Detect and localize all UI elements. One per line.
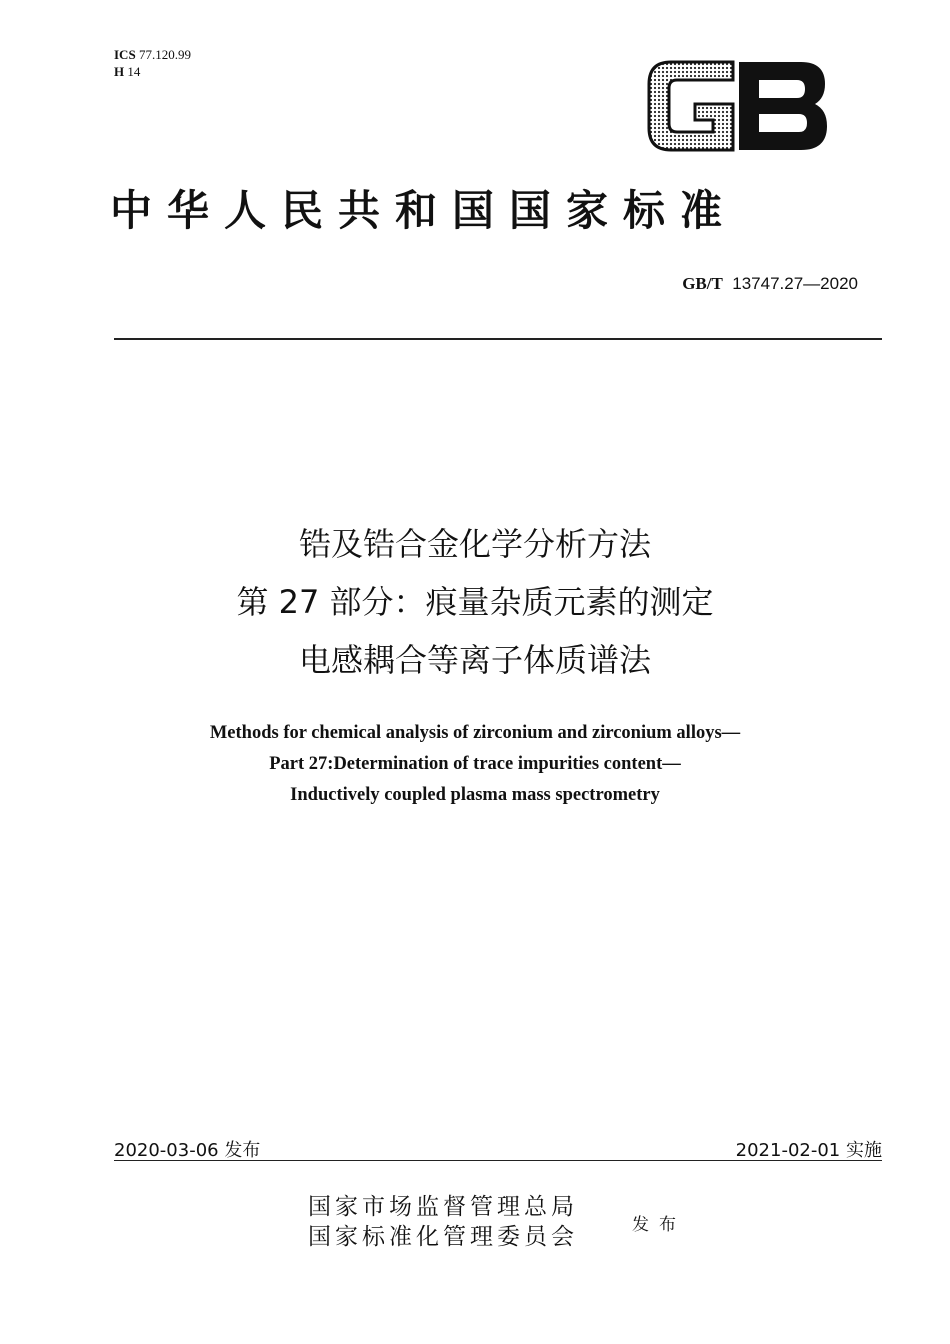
classification-codes	[114, 46, 191, 80]
issue-label: 发布	[632, 1215, 686, 1235]
title-cn-line-2: 第 27 部分：痕量杂质元素的测定	[236, 583, 714, 621]
gb-logo	[643, 58, 833, 154]
standard-number-value: 13747.27—2020	[732, 274, 858, 293]
gb-letter-b	[739, 62, 827, 150]
gb-letter-g	[649, 62, 733, 150]
standard-number	[682, 274, 858, 294]
title-cn-line-3: 电感耦合等离子体质谱法	[298, 641, 651, 679]
ics-label: ICS	[114, 47, 136, 62]
title-en-line-1: Methods for chemical analysis of zirconium and zirconium alloys—	[209, 723, 741, 743]
issuer-samr: 国家市场监督管理总局	[308, 1194, 578, 1220]
title-en-line-2: Part 27:Determination of trace impurities content—	[269, 754, 681, 774]
ccs-label: H	[114, 64, 125, 79]
title-english	[0, 718, 950, 811]
issuer-sac: 国家标准化管理委员会	[308, 1224, 578, 1250]
title-cn-line-1: 锆及锆合金化学分析方法	[298, 525, 651, 563]
title-en-line-3: Inductively coupled plasma mass spectrometry	[290, 785, 660, 805]
ics-line	[114, 46, 191, 63]
ics-code: 77.120.99	[138, 47, 191, 62]
ccs-line	[114, 63, 191, 80]
implementation-date: 2021-02-01 实施	[735, 1140, 882, 1161]
ccs-code: 14	[127, 64, 141, 79]
standard-number-prefix: GB/T	[682, 274, 723, 293]
footer-divider	[114, 1160, 882, 1161]
title-chinese	[0, 519, 950, 685]
national-standard-heading: 中华人民共和国国家标准	[110, 186, 738, 235]
issuing-authorities	[308, 1192, 578, 1252]
header-divider	[114, 338, 882, 340]
issue-date: 2020-03-06 发布	[114, 1140, 261, 1161]
